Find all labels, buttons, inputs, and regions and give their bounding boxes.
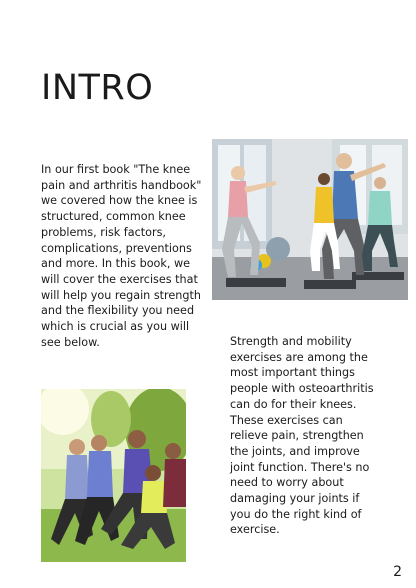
senior-exercise-class-photo xyxy=(212,139,408,300)
outdoor-workout-group-photo xyxy=(41,389,186,562)
page-title: INTRO xyxy=(41,68,154,108)
strength-paragraph: Strength and mobility exercises are among the most important things people with osteoarthritis can do for their knees. These exercises can relieve pain, strengthen the joints, and improve joint function. There's no need to worry about damaging your joints if you do the right kind of exercise. xyxy=(230,335,374,537)
intro-paragraph: In our first book "The knee pain and arthritis handbook" we covered how the knee is structured, common knee problems, risk factors, complications, preventions and more. In this book, we will cover the exercises that will help you regain strength and the flexibility you need which is crucial as you will see below. xyxy=(41,163,202,349)
page-number: 2 xyxy=(393,564,402,580)
